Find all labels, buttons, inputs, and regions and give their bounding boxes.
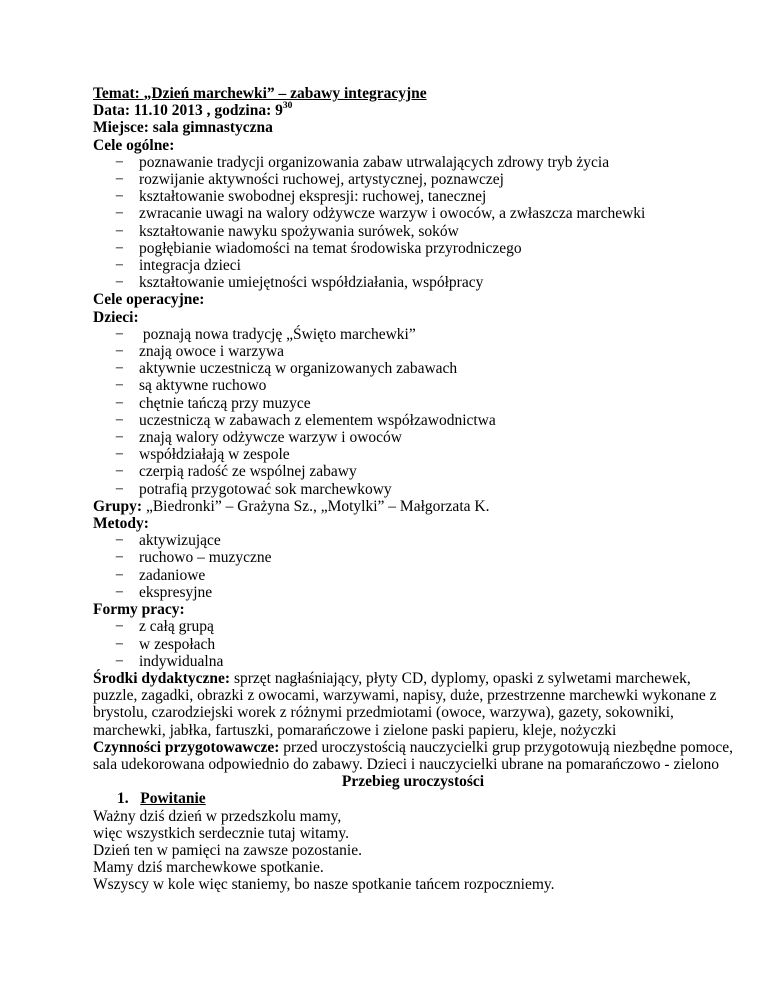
list-item: − czerpią radość ze wspólnej zabawy xyxy=(115,463,357,481)
list-item: − potrafią przygotować sok marchewkowy xyxy=(115,480,392,498)
list-item: − znają owoce i warzywa xyxy=(115,343,285,361)
general-goals-heading: Cele ogólne: xyxy=(93,136,175,154)
list-item: − kształtowanie swobodnej ekspresji: ruchowej, tanecznej xyxy=(115,188,487,206)
work-forms-heading: Formy pracy: xyxy=(93,601,185,619)
section-welcome-heading: 1. Powitanie xyxy=(117,790,206,808)
list-item: − są aktywne ruchowo xyxy=(115,377,267,395)
poem-line: Wszyscy w kole więc staniemy, bo nasze spotkanie tańcem rozpoczniemy. xyxy=(93,876,555,894)
list-item: − współdziałają w zespole xyxy=(115,446,290,464)
welcome-poem xyxy=(93,808,733,894)
list-item: − pogłębianie wiadomości na temat środowiska przyrodniczego xyxy=(115,239,522,257)
list-item: − uczestniczą w zabawach z elementem współzawodnictwa xyxy=(115,411,496,429)
general-goals-list xyxy=(93,154,733,292)
list-item: − zadaniowe xyxy=(115,566,206,584)
poem-line: Mamy dziś marchewkowe spotkanie. xyxy=(93,859,324,877)
list-item: − rozwijanie aktywności ruchowej, artystycznej, poznawczej xyxy=(115,171,504,189)
list-item: − poznawanie tradycji organizowania zabaw utrwalających zdrowy tryb życia xyxy=(115,153,610,171)
list-item: − z całą grupą xyxy=(115,618,214,636)
place-line: Miejsce: sala gimnastyczna xyxy=(93,119,273,137)
methods-heading: Metody: xyxy=(93,515,149,533)
date-line: Data: 11.10 2013 , godzina: $9^{30}$ xyxy=(93,101,293,120)
poem-line: więc wszystkich serdecznie tutaj witamy. xyxy=(93,824,349,842)
list-item: − integracja dzieci xyxy=(115,257,241,275)
list-item: − kształtowanie umiejętności współdziałania, współpracy xyxy=(115,274,484,292)
list-item: − aktywizujące xyxy=(115,532,221,550)
list-item: − zwracanie uwagi na walory odżywcze warzyw i owoców, a zwłaszcza marchewki xyxy=(115,205,646,223)
list-item: − poznają nowa tradycję „Święto marchewki” xyxy=(115,325,416,343)
teaching-aids-paragraph: Środki dydaktyczne: sprzęt nagłaśniający, płyty CD, dyplomy, opaski z sylwetami marchewek, puzzle, zagadki, obrazki z owocami, warzywami, napisy, duże, przestrzenne marchewki wykonane z brystolu, czarodziejski worek z różnymi przedmiotami (owoce, warzywa), gazety, sokowniki, marchewki, jabłka, fartuszki, pomarańczowe i zielone paski papieru, kleje, nożyczki xyxy=(93,669,717,739)
list-item: − znają walory odżywcze warzyw i owoców xyxy=(115,429,402,447)
operational-goals-list xyxy=(93,326,733,498)
preparations-paragraph: Czynności przygotowawcze: przed uroczystością nauczycielki grup przygotowują niezbędne pomoce, sala udekorowana odpowiednio do zabawy. Dzieci i nauczycielki ubrane na pomarańczowo - zielono xyxy=(93,738,734,773)
list-item: − aktywnie uczestniczą w organizowanych zabawach xyxy=(115,360,458,378)
document-page xyxy=(93,85,733,894)
work-forms-list xyxy=(93,618,733,670)
poem-line: Dzień ten w pamięci na zawsze pozostanie. xyxy=(93,841,362,859)
topic-line: Temat: „Dzień marchewki” – zabawy integracyjne xyxy=(93,85,427,102)
methods-list xyxy=(93,532,733,601)
operational-goals-heading: Cele operacyjne: xyxy=(93,291,205,309)
list-item: − kształtowanie nawyku spożywania surówek, soków xyxy=(115,222,459,240)
list-item: − chętnie tańczą przy muzyce xyxy=(115,394,311,412)
list-item: − w zespołach xyxy=(115,635,216,653)
list-item: − ruchowo – muzyczne xyxy=(115,549,272,567)
list-item: − ekspresyjne xyxy=(115,583,213,601)
course-heading: Przebieg uroczystości xyxy=(341,773,485,791)
poem-line: Ważny dziś dzień w przedszkolu mamy, xyxy=(93,807,342,825)
groups-line: Grupy: „Biedronki” – Grażyna Sz., „Motylki” – Małgorzata K. xyxy=(93,497,490,515)
list-item: − indywidualna xyxy=(115,652,224,670)
children-subheading: Dzieci: xyxy=(93,308,139,326)
